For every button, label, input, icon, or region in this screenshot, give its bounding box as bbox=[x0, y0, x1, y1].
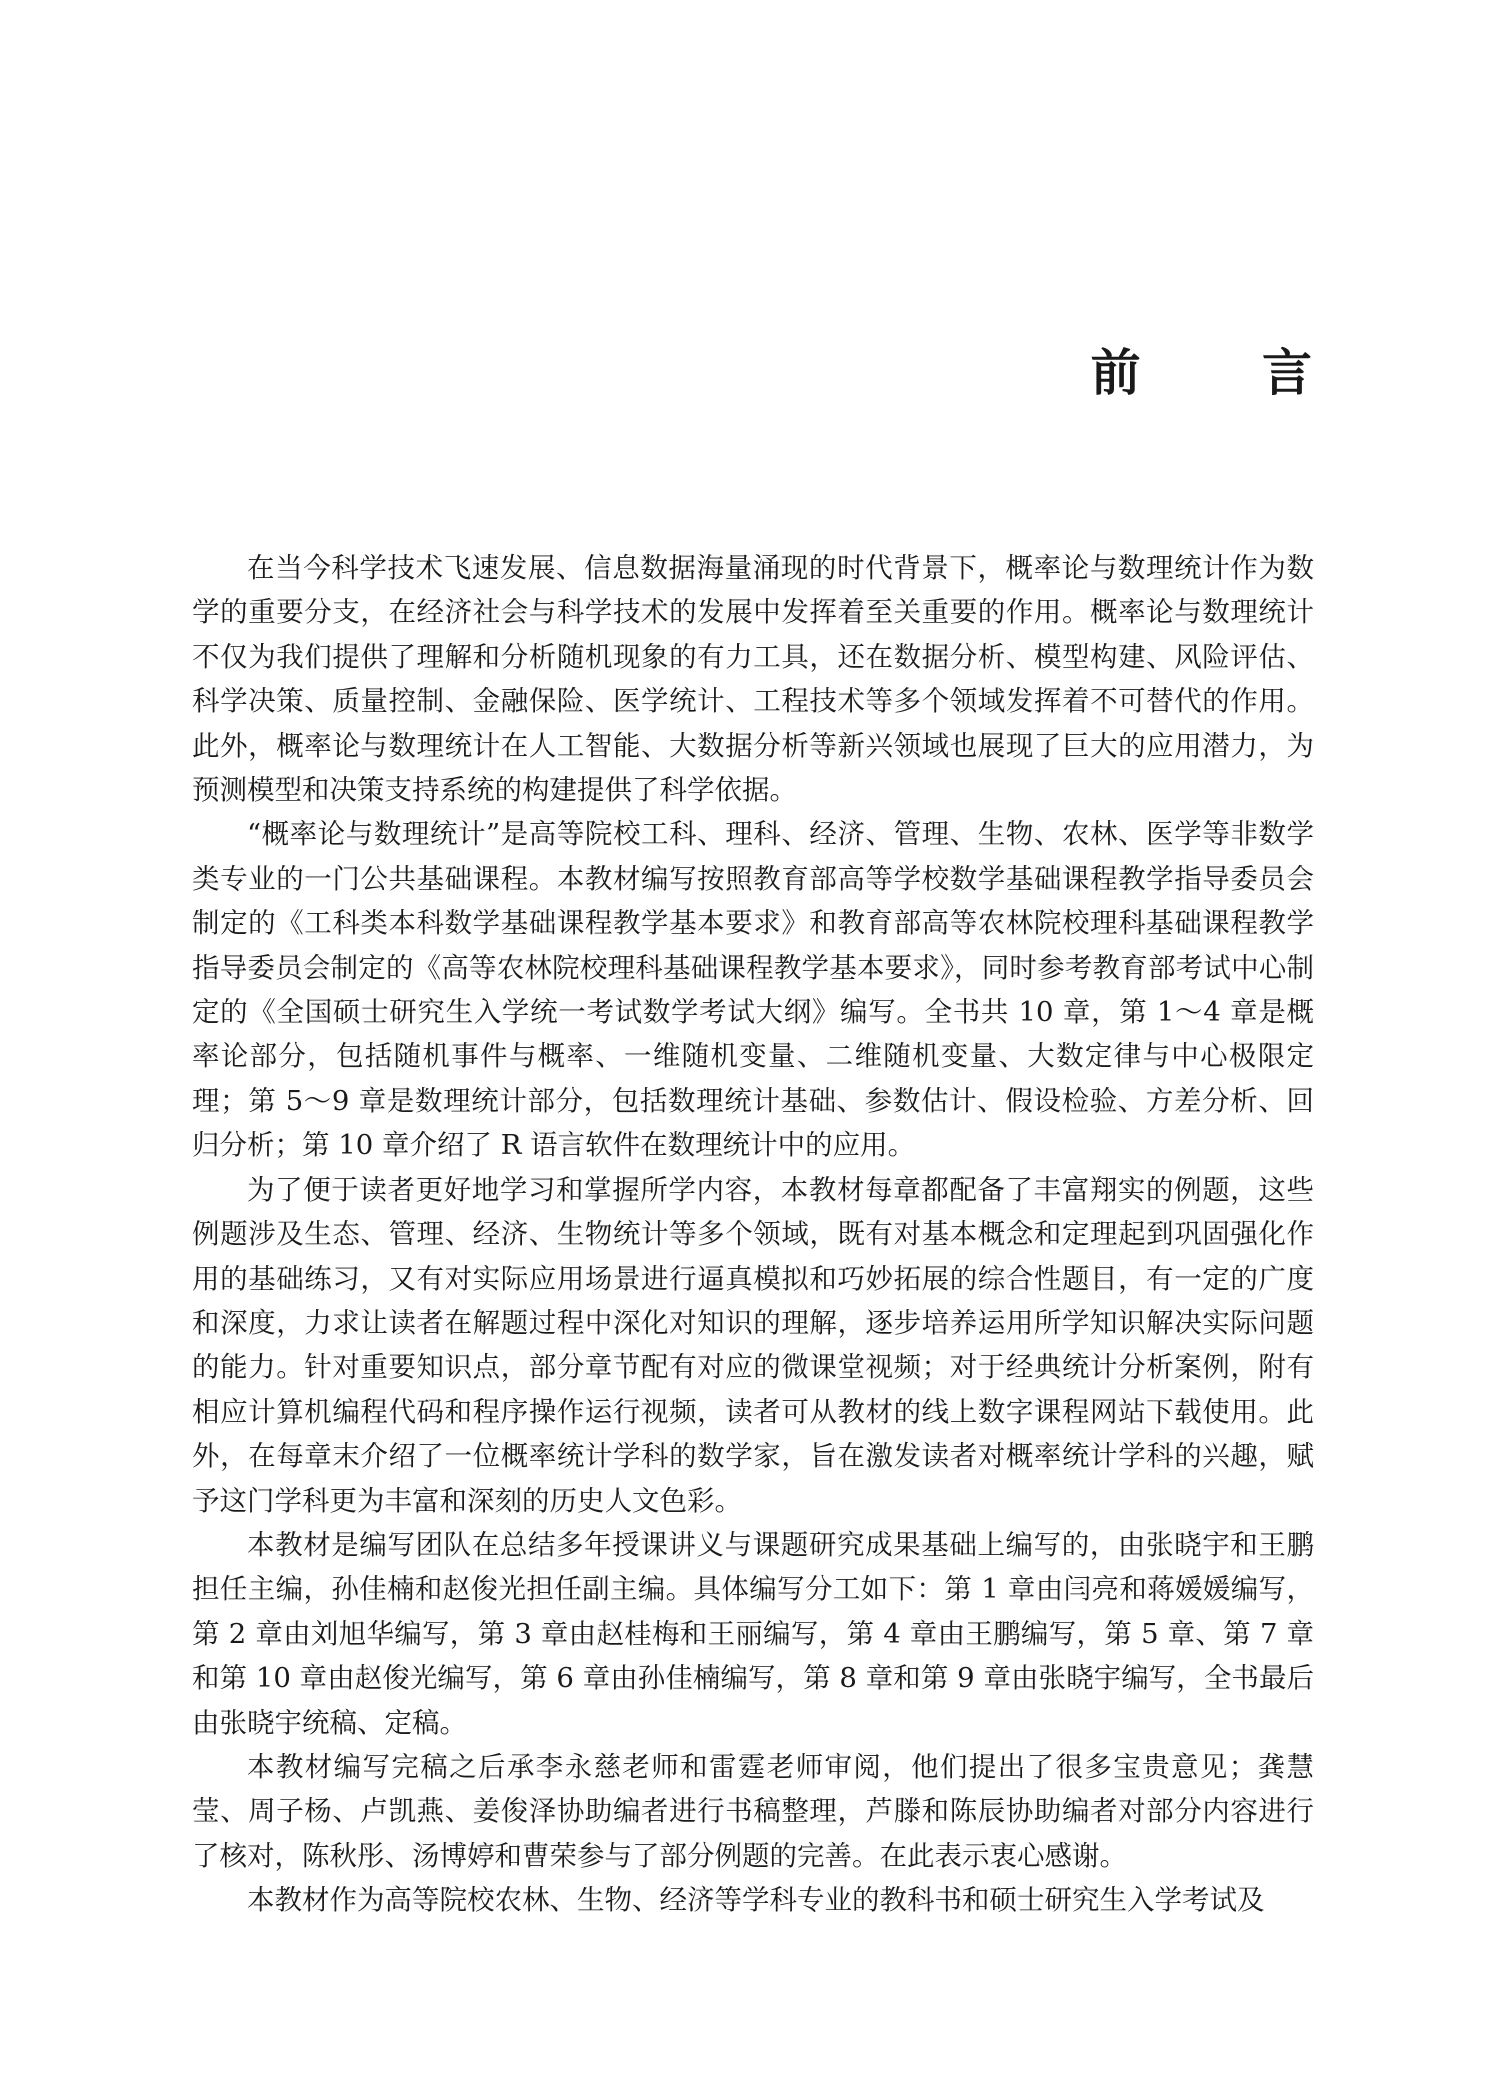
paragraph-3: 为了便于读者更好地学习和掌握所学内容，本教材每章都配备了丰富翔实的例题，这些例题涉及生态、管理、经济、生物统计等多个领域，既有对基本概念和定理起到巩固强化作用的基础练习，又有对实际应用场景进行逼真模拟和巧妙拓展的综合性题目，有一定的广度和深度，力求让读者在解题过程中深化对知识的理解，逐步培养运用所学知识解决实际问题的能力。针对重要知识点，部分章节配有对应的微课堂视频；对于经典统计分析案例，附有相应计算机编程代码和程序操作运行视频，读者可从教材的线上数字课程网站下载使用。此外，在每章末介绍了一位概率统计学科的数学家，旨在激发读者对概率统计学科的兴趣，赋予这门学科更为丰富和深刻的历史人文色彩。 bbox=[192, 1173, 1314, 1517]
paragraph-4: 本教材是编写团队在总结多年授课讲义与课题研究成果基础上编写的，由张晓宇和王鹏担任主编，孙佳楠和赵俊光担任副主编。具体编写分工如下：第 1 章由闫亮和蒋媛媛编写，第 2 章由刘旭华编写，第 3 章由赵桂梅和王丽编写，第 4 章由王鹏编写，第 5 章、第 7 章和第 10 章由赵俊光编写，第 6 章由孙佳楠编写，第 8 章和第 9 章由张晓宇编写，全书最后由张晓宇统稿、定稿。 bbox=[192, 1528, 1314, 1739]
paragraph-5: 本教材编写完稿之后承李永慈老师和雷霆老师审阅，他们提出了很多宝贵意见；龚慧莹、周子杨、卢凯燕、姜俊泽协助编者进行书稿整理，芦滕和陈辰协助编者对部分内容进行了核对，陈秋彤、汤博婷和曹荣参与了部分例题的完善。在此表示衷心感谢。 bbox=[192, 1750, 1314, 1872]
paragraph-2: “概率论与数理统计”是高等院校工科、理科、经济、管理、生物、农林、医学等非数学类专业的一门公共基础课程。本教材编写按照教育部高等学校数学基础课程教学指导委员会制定的《工科类本科数学基础课程教学基本要求》和教育部高等农林院校理科基础课程教学指导委员会制定的《高等农林院校理科基础课程教学基本要求》，同时参考教育部考试中心制定的《全国硕士研究生入学统一考试数学考试大纲》编写。全书共 10 章，第 1～4 章是概率论部分，包括随机事件与概率、一维随机变量、二维随机变量、大数定律与中心极限定理；第 5～9 章是数理统计部分，包括数理统计基础、参数估计、假设检验、方差分析、回归分析；第 10 章介绍了 R 语言软件在数理统计中的应用。 bbox=[192, 818, 1314, 1162]
preface-body bbox=[192, 546, 1314, 1923]
paragraph-1: 在当今科学技术飞速发展、信息数据海量涌现的时代背景下，概率论与数理统计作为数学的重要分支，在经济社会与科学技术的发展中发挥着至关重要的作用。概率论与数理统计不仅为我们提供了理解和分析随机现象的有力工具，还在数据分析、模型构建、风险评估、科学决策、质量控制、金融保险、医学统计、工程技术等多个领域发挥着不可替代的作用。此外，概率论与数理统计在人工智能、大数据分析等新兴领域也展现了巨大的应用潜力，为预测模型和决策支持系统的构建提供了科学依据。 bbox=[192, 552, 1314, 807]
paragraph-6: 本教材作为高等院校农林、生物、经济等学科专业的教科书和硕士研究生入学考试及 bbox=[247, 1884, 1265, 1917]
page-title: 前 言 bbox=[1090, 344, 1364, 402]
